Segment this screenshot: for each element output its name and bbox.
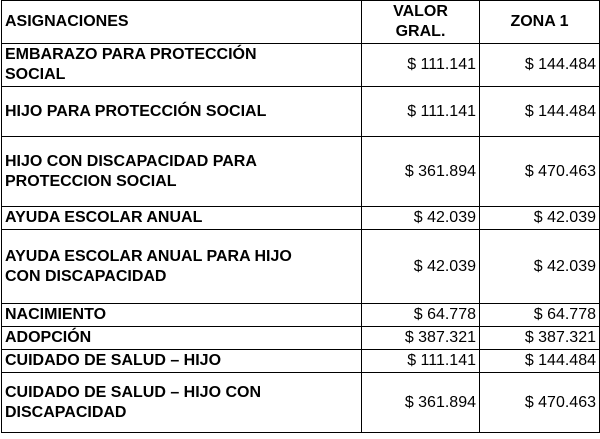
row-label: AYUDA ESCOLAR ANUAL PARA HIJO CON DISCAPACIDAD [2,230,362,304]
row-label: CUIDADO DE SALUD – HIJO [2,350,362,373]
table-row [2,44,600,87]
row-label: HIJO PARA PROTECCIÓN SOCIAL [2,87,362,137]
header-zona-1: ZONA 1 [480,1,600,44]
asignaciones-table [1,0,600,433]
row-label: EMBARAZO PARA PROTECCIÓN SOCIAL [2,44,362,87]
header-asignaciones: ASIGNACIONES [2,1,362,44]
row-valor-gral: $ 42.039 [362,207,480,230]
row-valor-gral: $ 387.321 [362,327,480,350]
row-valor-gral: $ 111.141 [362,44,480,87]
table-row [2,137,600,207]
row-zona-1: $ 470.463 [480,373,600,433]
table-row [2,207,600,230]
header-valor-gral: VALOR GRAL. [362,1,480,44]
row-zona-1: $ 42.039 [480,230,600,304]
row-label: HIJO CON DISCAPACIDAD PARA PROTECCION SOCIAL [2,137,362,207]
row-label: ADOPCIÓN [2,327,362,350]
row-zona-1: $ 42.039 [480,207,600,230]
table-row [2,350,600,373]
row-zona-1: $ 387.321 [480,327,600,350]
row-zona-1: $ 470.463 [480,137,600,207]
table-row [2,87,600,137]
table-row [2,373,600,433]
row-valor-gral: $ 361.894 [362,137,480,207]
row-valor-gral: $ 111.141 [362,350,480,373]
row-zona-1: $ 64.778 [480,304,600,327]
row-valor-gral: $ 42.039 [362,230,480,304]
table-row [2,304,600,327]
row-label: CUIDADO DE SALUD – HIJO CON DISCAPACIDAD [2,373,362,433]
table-row [2,327,600,350]
row-zona-1: $ 144.484 [480,87,600,137]
row-zona-1: $ 144.484 [480,350,600,373]
table-header-row [2,1,600,44]
row-valor-gral: $ 361.894 [362,373,480,433]
row-zona-1: $ 144.484 [480,44,600,87]
row-valor-gral: $ 111.141 [362,87,480,137]
table-row [2,230,600,304]
row-label: NACIMIENTO [2,304,362,327]
row-valor-gral: $ 64.778 [362,304,480,327]
row-label: AYUDA ESCOLAR ANUAL [2,207,362,230]
